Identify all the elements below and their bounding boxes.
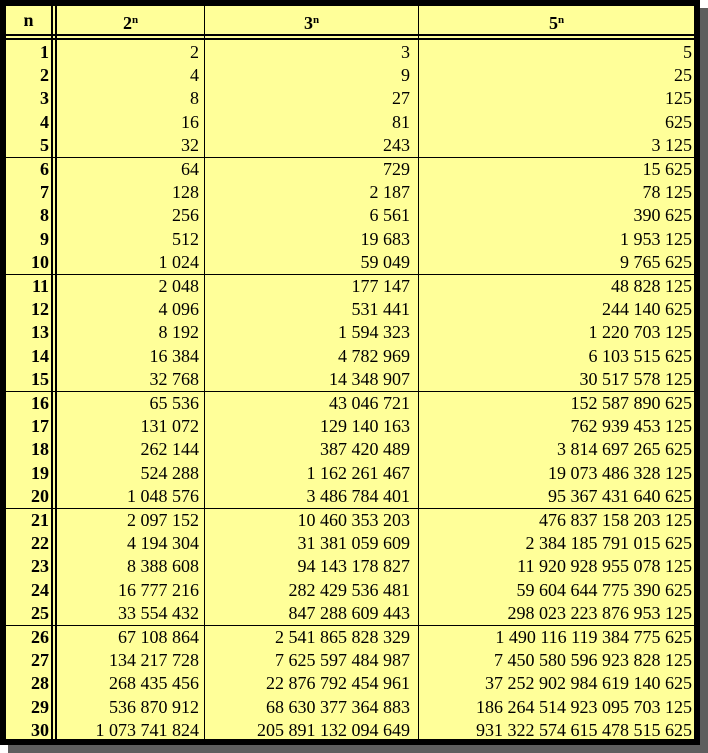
row-3n: 177 147 [351, 276, 410, 296]
row-5n: 5 [683, 42, 692, 62]
row-n: 9 [40, 228, 49, 249]
row-n: 14 [31, 345, 49, 366]
row-3n: 22 876 792 454 961 [266, 673, 410, 694]
row-2n: 1 024 [158, 251, 199, 272]
row-n: 19 [31, 462, 49, 483]
header-n-label: n [23, 10, 34, 30]
row-n: 5 [40, 134, 49, 155]
row-n: 10 [31, 251, 49, 272]
row-5n: 15 625 [642, 159, 692, 179]
row-5n: 3 125 [651, 134, 692, 155]
row-2n: 8 [190, 88, 199, 109]
row-n: 25 [31, 602, 49, 623]
header-line-top [6, 34, 694, 36]
row-n: 22 [31, 533, 49, 554]
row-n: 24 [31, 579, 49, 600]
row-5n: 298 023 223 876 953 125 [507, 602, 692, 623]
row-3n: 4 782 969 [338, 345, 410, 366]
row-5n: 244 140 625 [602, 299, 692, 320]
row-2n: 16 777 216 [118, 579, 199, 600]
row-3n: 243 [383, 134, 410, 155]
row-2n: 256 [172, 205, 199, 226]
row-2n: 128 [172, 182, 199, 203]
header-3n-base: 3 [303, 13, 313, 33]
header-2n-base: 2 [122, 13, 132, 33]
divider-n-right [55, 6, 57, 739]
row-5n: 25 [674, 65, 692, 86]
row-2n: 2 097 152 [127, 510, 199, 530]
row-n: 16 [31, 393, 49, 413]
row-3n: 205 891 132 094 649 [257, 719, 410, 740]
row-5n: 931 322 574 615 478 515 625 [476, 719, 692, 740]
row-2n: 8 192 [158, 322, 199, 343]
row-3n: 2 187 [369, 182, 410, 203]
header-5n [419, 7, 694, 33]
row-5n: 7 450 580 596 923 828 125 [494, 650, 692, 671]
row-2n: 2 048 [158, 276, 199, 296]
row-2n: 268 435 456 [109, 673, 199, 694]
row-2n: 1 048 576 [127, 485, 199, 506]
row-n: 18 [31, 439, 49, 460]
row-n: 11 [31, 276, 49, 296]
row-5n: 1 220 703 125 [588, 322, 692, 343]
row-2n: 4 194 304 [127, 533, 199, 554]
row-5n: 19 073 486 328 125 [548, 462, 692, 483]
row-3n: 6 561 [369, 205, 410, 226]
header-line-bottom [6, 38, 694, 40]
row-5n: 78 125 [642, 182, 692, 203]
row-3n: 531 441 [351, 299, 410, 320]
row-5n: 186 264 514 923 095 703 125 [476, 696, 692, 717]
row-3n: 27 [392, 88, 410, 109]
header-n [6, 7, 51, 33]
row-n: 29 [31, 696, 49, 717]
row-n: 3 [40, 88, 49, 109]
row-2n: 33 554 432 [118, 602, 199, 623]
row-n: 26 [31, 627, 49, 647]
row-2n: 131 072 [140, 416, 199, 437]
row-2n: 2 [190, 42, 199, 62]
row-n: 21 [31, 510, 49, 530]
row-3n: 1 162 261 467 [306, 462, 410, 483]
powers-table [6, 6, 694, 739]
row-n: 4 [40, 111, 49, 132]
row-3n: 7 625 597 484 987 [275, 650, 410, 671]
row-5n: 37 252 902 984 619 140 625 [485, 673, 692, 694]
row-5n: 125 [665, 88, 692, 109]
row-5n: 152 587 890 625 [570, 393, 692, 413]
row-5n: 95 367 431 640 625 [548, 485, 692, 506]
row-2n: 67 108 864 [118, 627, 199, 647]
row-3n: 2 541 865 828 329 [275, 627, 410, 647]
row-3n: 14 348 907 [329, 368, 410, 389]
row-2n: 134 217 728 [109, 650, 199, 671]
row-2n: 65 536 [149, 393, 199, 413]
row-3n: 729 [383, 159, 410, 179]
row-n: 2 [40, 65, 49, 86]
row-3n: 1 594 323 [338, 322, 410, 343]
row-5n: 762 939 453 125 [570, 416, 692, 437]
row-n: 6 [40, 159, 49, 179]
row-n: 7 [40, 182, 49, 203]
row-3n: 19 683 [360, 228, 410, 249]
row-5n: 30 517 578 125 [579, 368, 692, 389]
row-2n: 8 388 608 [127, 556, 199, 577]
divider-col3 [418, 6, 419, 739]
row-5n: 3 814 697 265 625 [557, 439, 692, 460]
row-3n: 129 140 163 [320, 416, 410, 437]
row-5n: 390 625 [633, 205, 692, 226]
header-2n-exp: n [131, 14, 139, 26]
header-5n-base: 5 [548, 13, 558, 33]
row-3n: 10 460 353 203 [297, 510, 410, 530]
row-n: 28 [31, 673, 49, 694]
row-5n: 48 828 125 [611, 276, 692, 296]
row-2n: 16 384 [149, 345, 199, 366]
row-3n: 43 046 721 [329, 393, 410, 413]
header-3n-exp: n [312, 14, 320, 26]
row-n: 23 [31, 556, 49, 577]
row-n: 15 [31, 368, 49, 389]
row-n: 8 [40, 205, 49, 226]
row-5n: 2 384 185 791 015 625 [525, 533, 692, 554]
row-5n: 6 103 515 625 [588, 345, 692, 366]
divider-col2 [204, 6, 205, 739]
header-3n [205, 7, 418, 33]
row-3n: 68 630 377 364 883 [266, 696, 410, 717]
row-5n: 11 920 928 955 078 125 [517, 556, 692, 577]
row-3n: 31 381 059 609 [297, 533, 410, 554]
row-n: 1 [40, 42, 49, 62]
row-5n: 9 765 625 [620, 251, 692, 272]
row-3n: 387 420 489 [320, 439, 410, 460]
row-5n: 1 953 125 [620, 228, 692, 249]
header-5n-exp: n [557, 14, 565, 26]
row-2n: 32 768 [149, 368, 199, 389]
row-3n: 847 288 609 443 [288, 602, 410, 623]
row-3n: 3 [401, 42, 410, 62]
row-3n: 94 143 178 827 [297, 556, 410, 577]
header-2n [57, 7, 204, 33]
row-n: 13 [31, 322, 49, 343]
row-n: 20 [31, 485, 49, 506]
row-2n: 4 096 [158, 299, 199, 320]
row-5n: 59 604 644 775 390 625 [516, 579, 692, 600]
divider-n-left [51, 6, 53, 739]
row-n: 17 [31, 416, 49, 437]
row-n: 30 [31, 719, 49, 740]
row-2n: 524 288 [140, 462, 199, 483]
row-n: 27 [31, 650, 49, 671]
row-3n: 3 486 784 401 [306, 485, 410, 506]
row-5n: 625 [665, 111, 692, 132]
row-3n: 81 [392, 111, 410, 132]
row-2n: 64 [181, 159, 199, 179]
row-2n: 4 [190, 65, 199, 86]
row-n: 12 [31, 299, 49, 320]
row-3n: 9 [401, 65, 410, 86]
row-2n: 536 870 912 [109, 696, 199, 717]
row-2n: 512 [172, 228, 199, 249]
row-5n: 476 837 158 203 125 [539, 510, 692, 530]
row-3n: 59 049 [360, 251, 410, 272]
row-2n: 1 073 741 824 [95, 719, 199, 740]
row-5n: 1 490 116 119 384 775 625 [495, 627, 692, 647]
row-3n: 282 429 536 481 [288, 579, 410, 600]
row-2n: 32 [181, 134, 199, 155]
row-2n: 262 144 [140, 439, 199, 460]
row-2n: 16 [181, 111, 199, 132]
